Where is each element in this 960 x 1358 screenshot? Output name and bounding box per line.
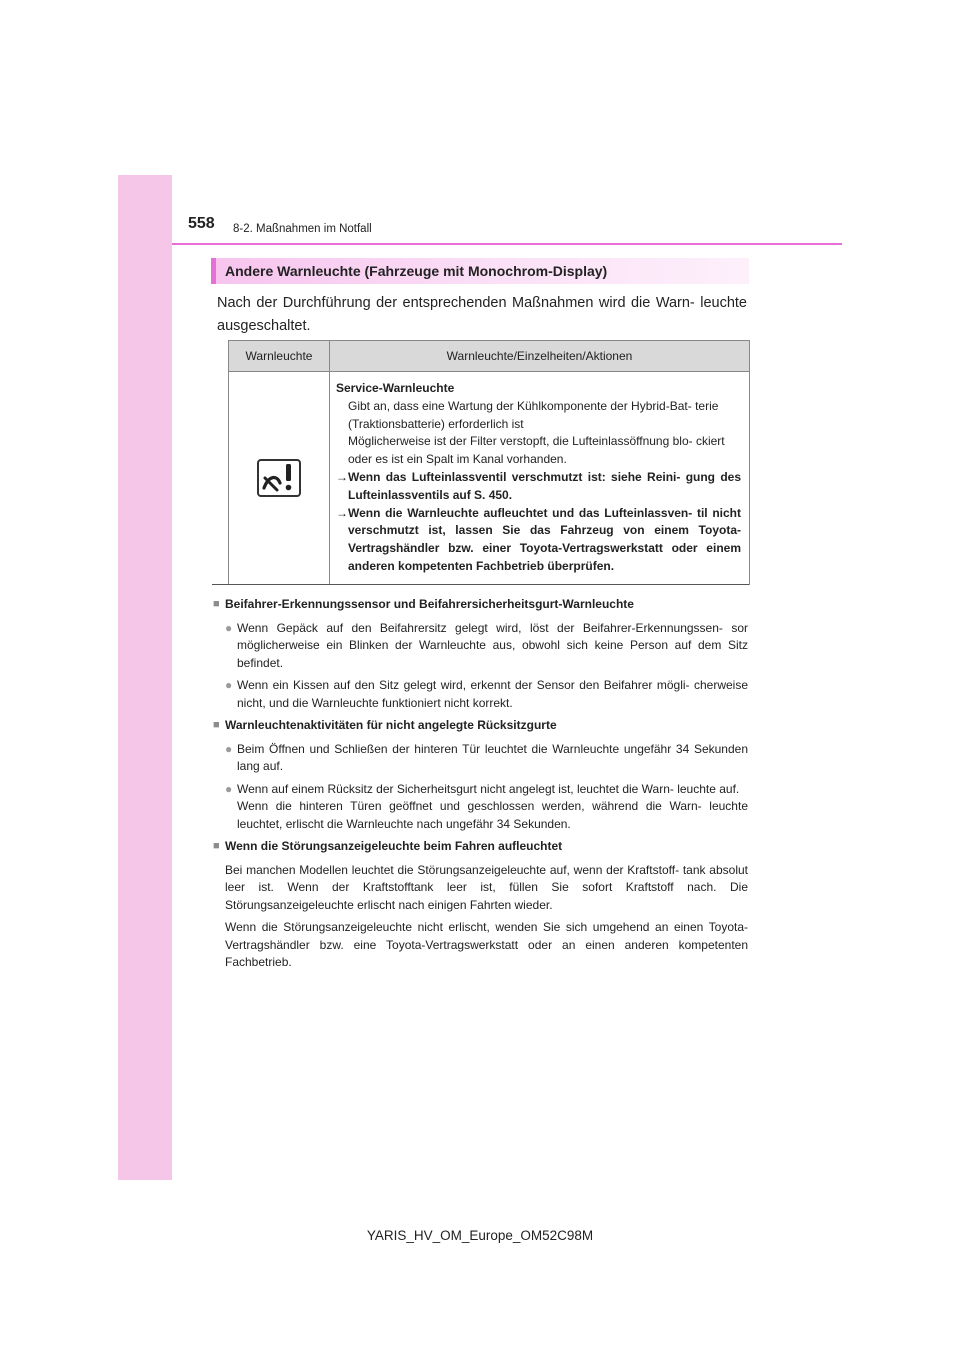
list-item-text: Wenn Gepäck auf den Beifahrersitz gelegt wird, löst der Beifahrer-Erkennungssen- sor möglicherweise ein Blinken der Warnleuchte aus, obwohl sich keine Person auf dem Sitz befindet. (237, 620, 748, 670)
column-header-details: Warnleuchte/Einzelheiten/Aktionen (330, 341, 750, 372)
table-header-row (229, 341, 750, 372)
detail-text: Gibt an, dass eine Wartung der Kühlkomponente der Hybrid-Bat- terie (Traktionsbatterie) erforderlich ist (348, 398, 719, 431)
notes-section (213, 596, 748, 977)
page-number: 558 (188, 215, 215, 232)
note-heading (213, 717, 748, 735)
icon-cell (229, 372, 330, 585)
action-text: Wenn das Lufteinlassventil verschmutzt ist: siehe Reini- gung des Lufteinlassventils auf S. 450. (348, 469, 741, 502)
note-heading-text: Beifahrer-Erkennungssensor und Beifahrersicherheitsgurt-Warnleuchte (225, 597, 634, 611)
note-paragraph: Bei manchen Modellen leuchtet die Störungsanzeigeleuchte auf, wenn der Kraftstoff- tank absolut leer ist. Wenn der Kraftstofftank leer ist, füllen Sie sofort Kraftstoff nach. Die Störungsanzeigeleuchte erlischt nach einigen Fahrten wieder. (225, 862, 748, 912)
list-item-text-part: Wenn auf einem Rücksitz der Sicherheitsgurt nicht angelegt ist, leuchtet die Warn- leuchte auf. (237, 781, 740, 796)
note-heading (213, 838, 748, 856)
list-item (213, 677, 748, 712)
bullet-dot-icon: ● (225, 678, 233, 692)
side-color-band (118, 175, 172, 1180)
list-item-text: Beim Öffnen und Schließen der hinteren Tür leuchtet die Warnleuchte ungefähr 34 Sekunden lang auf. (237, 741, 748, 773)
list-item-text-part: Wenn die hinteren Türen geöffnet und geschlossen werden, während die Warn- leuchte leuchtet, erlischt die Warnleuchte nach ungefähr 34 Sekunden. (237, 799, 748, 831)
note-heading-text: Warnleuchtenaktivitäten für nicht angelegte Rücksitzgurte (225, 718, 557, 732)
bullet-dot-icon: ● (225, 741, 233, 756)
square-bullet-icon: ■ (213, 840, 220, 852)
square-bullet-icon: ■ (213, 719, 220, 731)
arrow-icon: → (336, 505, 348, 520)
header-divider (172, 243, 842, 245)
section-heading (211, 258, 749, 284)
list-item (213, 781, 748, 834)
table-row (229, 372, 750, 585)
note-heading (213, 596, 748, 614)
arrow-icon: → (336, 469, 348, 484)
note-heading-text: Wenn die Störungsanzeigeleuchte beim Fahren aufleuchtet (225, 839, 563, 853)
column-header-warning-light: Warnleuchte (229, 341, 330, 372)
action-item (336, 505, 741, 576)
action-text: Wenn die Warnleuchte aufleuchtet und das Lufteinlassven- til nicht verschmutzt ist, lassen Sie das Fahrzeug von einem Toyota-Vertragshändler bzw. einer Toyota-Vertragswerkstatt oder einem anderen kompetenten Fachbetrieb überprüfen. (348, 505, 741, 573)
warning-light-table (228, 340, 750, 585)
bullet-dot-icon: ● (225, 781, 233, 796)
list-item-text: Wenn ein Kissen auf den Sitz gelegt wird, erkennt der Sensor den Beifahrer mögli- cherweise nicht, und die Warnleuchte funktioniert nicht korrekt. (237, 678, 748, 710)
bullet-dot-icon: ● (225, 620, 233, 635)
list-item (213, 741, 748, 776)
list-item-text (237, 781, 748, 834)
list-item (213, 620, 748, 673)
notes-divider (212, 584, 749, 585)
section-title: 8-2. Maßnahmen im Notfall (233, 223, 372, 235)
action-item (336, 469, 741, 505)
intro-paragraph: Nach der Durchführung der entsprechenden Maßnahmen wird die Warn- leuchte ausgeschaltet. (217, 295, 747, 334)
square-bullet-icon: ■ (213, 598, 220, 610)
section-heading-text: Andere Warnleuchte (Fahrzeuge mit Monochrom-Display) (225, 263, 608, 279)
footer-document-id: YARIS_HV_OM_Europe_OM52C98M (366, 1228, 594, 1243)
detail-text: Möglicherweise ist der Filter verstopft, die Lufteinlassöffnung blo- ckiert oder es ist ein Spalt im Kanal vorhanden. (348, 434, 725, 467)
row-title: Service-Warnleuchte (336, 381, 455, 395)
details-cell (330, 372, 750, 585)
note-paragraph: Wenn die Störungsanzeigeleuchte nicht erlischt, wenden Sie sich umgehend an einen Toyota-Vertragshändler bzw. eine Toyota-Vertragswerkstatt oder an einen anderen kompetenten Fachbetrieb. (225, 920, 748, 969)
service-warning-icon (257, 459, 301, 497)
